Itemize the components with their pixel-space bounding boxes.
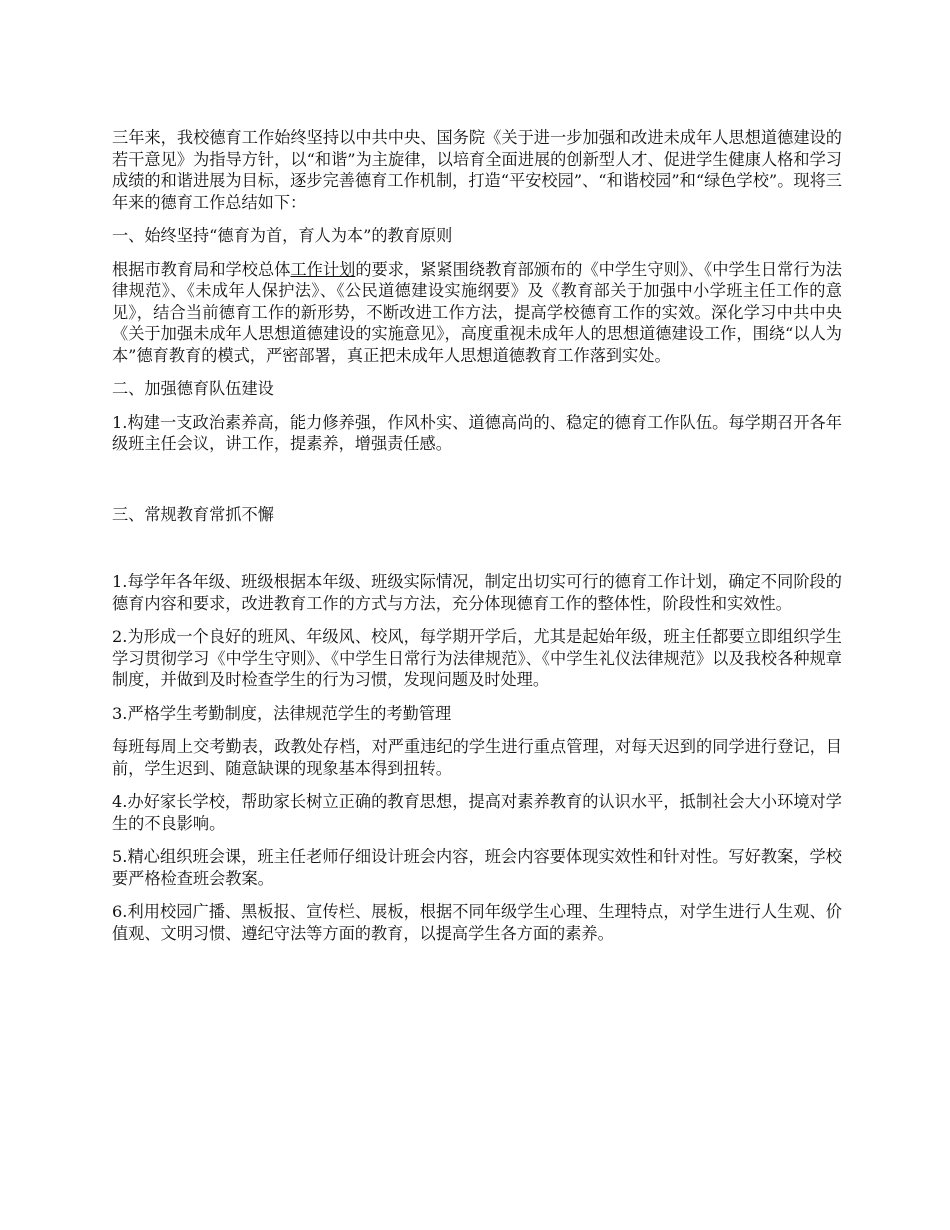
section-1-text-start: 根据市教育局和学校总体 [112,259,291,279]
section-3-item-5: 5.精心组织班会课，班主任老师仔细设计班会内容，班会内容要体现实效性和针对性。写好教案，学校要严格检查班会教案。 [112,847,842,888]
section-2-heading: 二、加强德育队伍建设 [112,379,274,398]
section-3-item-1: 1.每学年各年级、班级根据本年级、班级实际情况，制定出切实可行的德育工作计划，确定不同阶段的德育内容和要求，改进教育工作的方式与方法，充分体现德育工作的整体性，阶段性和实效性。 [112,572,842,613]
section-3-item-3: 3.严格学生考勤制度，法律规范学生的考勤管理 [112,703,452,723]
section-3-heading: 三、常规教育常抓不懈 [112,504,274,524]
section-2-item-1: 1.构建一支政治素养高，能力修养强，作风朴实、道德高尚的、稳定的德育工作队伍。每学期召开各年级班主任会议，讲工作，提素养，增强责任感。 [112,412,842,453]
section-1-paragraph [112,259,842,367]
section-3-item-3-detail: 每班每周上交考勤表，政教处存档，对严重违纪的学生进行重点管理，对每天迟到的同学进行登记，目前，学生迟到、随意缺课的现象基本得到扭转。 [112,737,842,778]
intro-paragraph: 三年来，我校德育工作始终坚持以中共中央、国务院《关于进一步加强和改进未成年人思想道德建设的若干意见》为指导方针，以“和谐”为主旋律，以培育全面进展的创新型人才、促进学生健康人格和学习成绩的和谐进展为目标，逐步完善德育工作机制，打造“平安校园”、“和谐校园”和“绿色学校”。现将三年来的德育工作总结如下： [112,128,842,212]
section-3-item-4: 4.办好家长学校，帮助家长树立正确的教育思想，提高对素养教育的认识水平，抵制社会大小环境对学生的不良影响。 [112,792,842,833]
spacer [112,537,842,571]
section-1-heading: 一、始终坚持“德育为首，育人为本”的教育原则 [112,226,453,245]
section-1-text-end: 的要求，紧紧围绕教育部颁布的《中学生守则》、《中学生日常行为法律规范》、《未成年人保护法》、《公民道德建设实施纲要》及《教育部关于加强中小学班主任工作的意见》，结合当前德育工作的新形势，不断改进工作方法，提高学校德育工作的实效。深化学习中共中央《关于加强未成年人思想道德建设的实施意见》，高度重视未成年人的思想道德建设工作，围绕“以人为本”德育教育的模式，严密部署，真正把未成年人思想道德教育工作落到实处。 [112,259,842,365]
document-page [112,127,842,956]
work-plan-link[interactable]: 工作计划 [290,259,356,279]
spacer [112,467,842,504]
section-3-item-2: 2.为形成一个良好的班风、年级风、校风，每学期开学后，尤其是起始年级，班主任都要立即组织学生学习贯彻学习《中学生守则》、《中学生日常行为法律规范》、《中学生礼仪法律规范》以及我校各种规章制度，并做到及时检查学生的行为习惯，发现问题及时处理。 [112,627,842,689]
section-3-item-6: 6.利用校园广播、黑板报、宣传栏、展板，根据不同年级学生心理、生理特点，对学生进行人生观、价值观、文明习惯、遵纪守法等方面的教育，以提高学生各方面的素养。 [112,902,842,943]
